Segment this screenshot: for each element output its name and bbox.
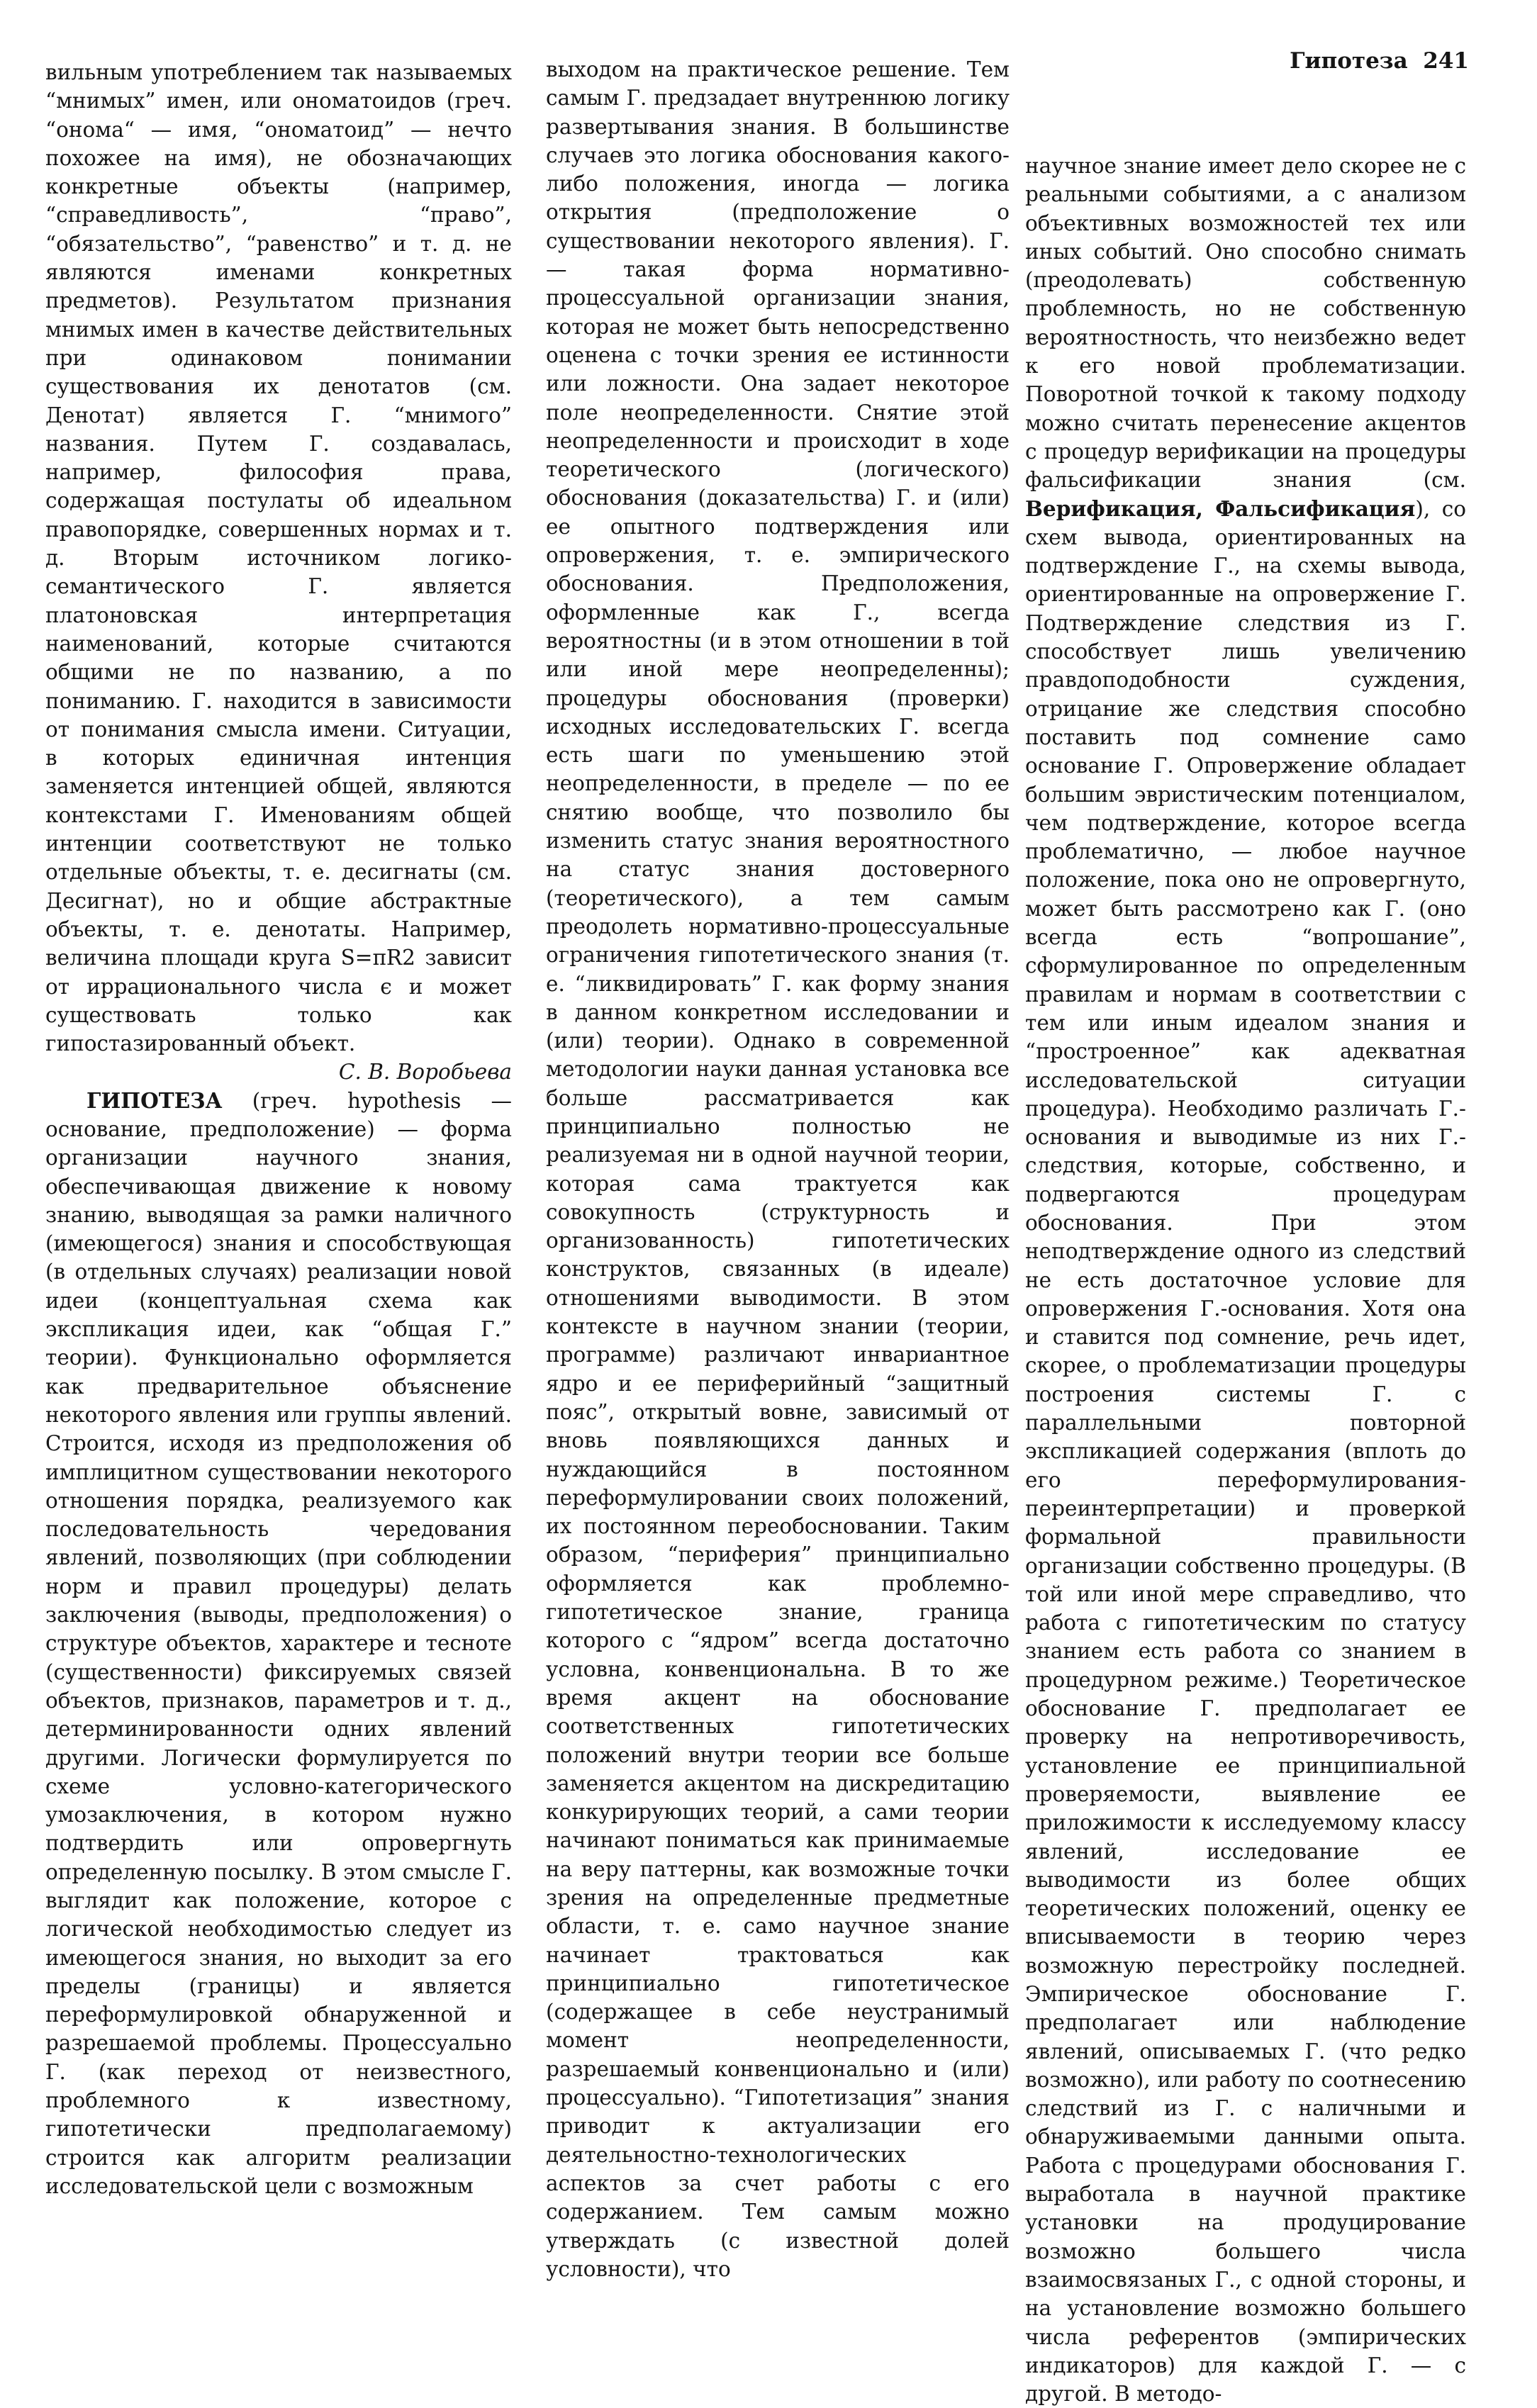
running-header bbox=[1290, 48, 1469, 74]
author-signature: С. В. Воробьева bbox=[338, 1060, 512, 1085]
body-text: ), со схем вывода, ориентированных на подтверждение Г., на схемы вывода, ориентированные на опровержение Г. Подтверждение следствия из Г. способствует лишь увеличению правдоподобности суждения, отрицание же следствия способно поставить под сомнение само основание Г. Опровержение обладает большим эвристическим потенциалом, чем подтверждение, которое всегда проблематично, — любое научное положение, пока оно не опровергнуто, может быть рассмотрено как Г. (оно всегда есть “вопрошание”, сформулированное по определенным правилам и нормам в соответствии с тем или иным идеалом знания и “простроенное” как адекватная исследовательской ситуации процедура). Необходимо различать Г.-основания и выводимые из них Г.-следствия, которые, собственно, и подвергаются процедурам обоснования. При этом неподтверждение одного из следствий не есть достаточное условие для опровержения Г.-основания. Хотя она и ставится под сомнение, речь идет, скорее, о проблематизации процедуры построения системы Г. с параллельными повторной экспликацией содержания (вплоть до его переформулирования-переинтерпретации) и проверкой формальной правильности организации собственно процедуры. (В той или иной мере справедливо, что работа с гипотетическим по статусу знанием есть работа со знанием в процедурном режиме.) Теоретическое обоснование Г. предполагает ее проверку на непротиворечивость, установление ее принципиальной проверяемости, выявление ее приложимости к исследуемому классу явлений, исследование ее выводимости из более общих теоретических положений, оценку ее вписываемости в теорию через возможную перестройку последней. Эмпирическое обоснование Г. предполагает или наблюдение явлений, описываемых Г. (что редко возможно), или работу по соотнесению следствий из Г. с наличными и обнаруживаемыми данными опыта. Работа с процедурами обоснования Г. выработала в научной практике установки на продуцирование возможно большего числа взаимосвязаных Г., с одной стороны, и на установление возможно большего числа референтов (эмпирических индикаторов) для каждой Г. — с другой. В методо- bbox=[1025, 496, 1466, 2407]
header-title: Гипотеза bbox=[1290, 48, 1408, 74]
column-2 bbox=[546, 55, 1010, 2283]
entry-term: ГИПОТЕЗА bbox=[86, 1087, 223, 1113]
cross-reference: Верификация, Фальсификация bbox=[1025, 495, 1416, 521]
entry-text: (греч. hypothesis — основание, предположение) — форма организации научного знания, обеспечивающая движение к новому знанию, выводящая за рамки наличного (имеющегося) знания и способствующая (в отдельных случаях) реализации новой идеи (концептуальная схема как экспликация идеи, как “общая Г.” теории). Функционально оформляется как предварительное объяснение некоторого явления или группы явлений. Строится, исходя из предположения об имплицитном существовании некоторого отношения порядка, реализуемого как последовательность чередования явлений, позволяющих (при соблюдении норм и правил процедуры) делать заключения (выводы, предположения) о структуре объектов, характере и тесноте (существенности) фиксируемых связей объектов, признаков, параметров и т. д., детерминированности одних явлений другими. Логически формулируется по схеме условно-категорического умозаключения, в котором нужно подтвердить или опровергнуть определенную посылку. В этом смысле Г. выглядит как положение, которое с логической необходимостью следует из имеющегося знания, но выходит за его пределы (границы) и является переформулировкой обнаруженной и разрешаемой проблемы. Процессуально Г. (как переход от неизвестного, проблемного к известному, гипотетически предполагаемому) строится как алгоритм реализации исследовательской цели с возможным bbox=[45, 1088, 512, 2198]
paragraph-previous-entry-end: вильным употреблением так называемых “мнимых” имен, или ономатоидов (греч. “онома“ — имя, “ономатоид” — нечто похожее на имя), не обозначающих конкретные объекты (например, “справедливость”, “право”, “обязательство”, “равенство” и т. д. не являются именами конкретных предметов). Результатом признания мнимых имен в качестве действительных при одинаковом понимании существования их денотатов (см. Денотат) является Г. “мнимого” названия. Путем Г. создавалась, например, философия права, содержащая постулаты об идеальном правопорядке, совершенных нормах и т. д. Вторым источником логико-семантического Г. является платоновская интерпретация наименований, которые считаются общими не по названию, а по пониманию. Г. находится в зависимости от понимания смысла имени. Ситуации, в которых единичная интенция заменяется интенцией общей, являются контекстами Г. Именованиям общей интенции соответствуют не только отдельные объекты, т. е. десигнаты (см. Десигнат), но и общие абстрактные объекты, т. е. денотаты. Например, величина площади круга S=πR2 зависит от иррационального числа є и может существовать только как гипостазированный объект. bbox=[45, 60, 512, 1056]
column-1 bbox=[45, 58, 512, 2200]
paragraph-body bbox=[1025, 152, 1466, 2408]
page-number: 241 bbox=[1423, 48, 1469, 74]
entry-paragraph bbox=[45, 1087, 512, 2201]
column-3 bbox=[1025, 152, 1466, 2408]
body-text: научное знание имеет дело скорее не с реальными событиями, а с анализом объективных возможностей тех или иных событий. Оно способно снимать (преодолевать) собственную проблемность, но не собственную вероятностность, что неизбежно ведет к его новой проблематизации. Поворотной точкой к такому подходу можно считать перенесение акцентов с процедур верификации на процедуры фальсификации знания (см. bbox=[1025, 154, 1466, 493]
paragraph-body: выходом на практическое решение. Тем самым Г. предзадает внутреннюю логику развертывания знания. В большинстве случаев это логика обоснования какого-либо положения, иногда — логика открытия (предположение о существовании некоторого явления). Г. — такая форма нормативно-процессуальной организации знания, которая не может быть непосредственно оценена с точки зрения ее истинности или ложности. Она задает некоторое поле неопределенности. Снятие этой неопределенности и происходит в ходе теоретического (логического) обоснования (доказательства) Г. и (или) ее опытного подтверждения или опровержения, т. е. эмпирического обоснования. Предположения, оформленные как Г., всегда вероятностны (и в этом отношении в той или иной мере неопределенны); процедуры обоснования (проверки) исходных исследовательских Г. всегда есть шаги по уменьшению этой неопределенности, в пределе — по ее снятию вообще, что позволило бы изменить статус знания вероятностного на статус знания достоверного (теоретического), а тем самым преодолеть нормативно-процессуальные ограничения гипотетического знания (т. е. “ликвидировать” Г. как форму знания в данном конкретном исследовании и (или) теории). Однако в современной методологии науки данная установка все больше рассматривается как принципиально полностью не реализуемая ни в одной научной теории, которая сама трактуется как совокупность (структурность и организованность) гипотетических конструктов, связанных (в идеале) отношениями выводимости. В этом контексте в научном знании (теории, программе) различают инвариантное ядро и ее периферийный “защитный пояс”, открытый вовне, зависимый от вновь появляющихся данных и нуждающийся в постоянном переформулировании своих положений, их постоянном переобосновании. Таким образом, “периферия” принципиально оформляется как проблемно-гипотетическое знание, граница которого с “ядром” всегда достаточно условна, конвенциональна. В то же время акцент на обоснование соответственных гипотетических положений внутри теории все больше заменяется акцентом на дискредитацию конкурирующих теорий, а сами теории начинают пониматься как принимаемые на веру паттерны, как возможные точки зрения на определенные предметные области, т. е. само научное знание начинает трактоваться как принципиально гипотетическое (содержащее в себе неустранимый момент неопределенности, разрешаемый конвенционально и (или) процессуально). “Гипотетизация” знания приводит к актуализации его деятельностно-технологических аспектов за счет работы с его содержанием. Тем самым можно утверждать (с известной долей условности), что bbox=[546, 57, 1010, 2281]
